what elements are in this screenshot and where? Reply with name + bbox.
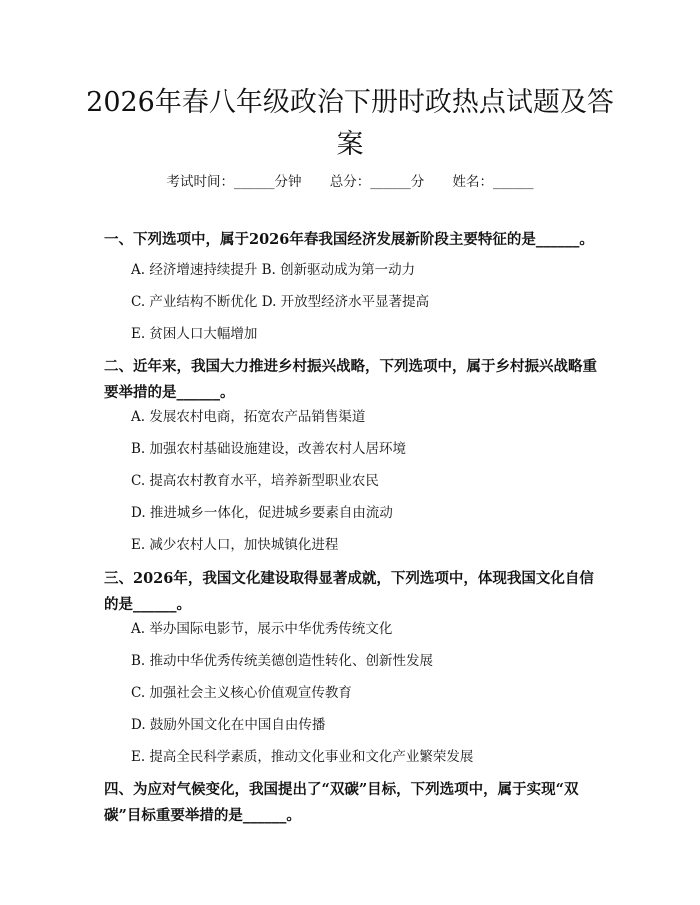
question-2: 二、近年来，我国大力推进乡村振兴战略，下列选项中，属于乡村振兴战略重要举措的是______。 [104, 358, 597, 401]
question-3-option-a: A. 举办国际电影节，展示中华优秀传统文化 [131, 621, 393, 637]
question-2-option-e: E. 减少农村人口，加快城镇化进程 [131, 537, 339, 553]
exam-time-field: 考试时间：______分钟 [166, 174, 302, 190]
question-3-option-c: C. 加强社会主义核心价值观宣传教育 [131, 685, 352, 701]
question-3: 三、2026年，我国文化建设取得显著成就，下列选项中，体现我国文化自信的是______。 [104, 570, 594, 613]
page-title: 2026年春八年级政治下册时政热点试题及答案 [86, 87, 614, 160]
total-score-field: 总分：______分 [329, 174, 425, 190]
question-1-option-ab: A. 经济增速持续提升 B. 创新驱动成为第一动力 [131, 262, 416, 278]
question-3-option-e: E. 提高全民科学素质，推动文化事业和文化产业繁荣发展 [131, 749, 474, 765]
question-2-option-b: B. 加强农村基础设施建设，改善农村人居环境 [131, 441, 407, 457]
student-name-field: 姓名：______ [452, 174, 534, 190]
question-1: 一、下列选项中，属于2026年春我国经济发展新阶段主要特征的是______。 [104, 231, 594, 248]
question-1-option-e: E. 贫困人口大幅增加 [131, 326, 258, 342]
question-2-option-a: A. 发展农村电商，拓宽农产品销售渠道 [131, 409, 366, 425]
exam-meta [0, 170, 700, 190]
question-2-option-c: C. 提高农村教育水平，培养新型职业农民 [131, 473, 379, 489]
question-3-option-b: B. 推动中华优秀传统美德创造性转化、创新性发展 [131, 653, 434, 669]
question-4: 四、为应对气候变化，我国提出了“双碳”目标，下列选项中，属于实现“双碳”目标重要举措的是______。 [104, 781, 579, 824]
question-1-option-cd: C. 产业结构不断优化 D. 开放型经济水平显著提高 [131, 294, 430, 310]
question-3-option-d: D. 鼓励外国文化在中国自由传播 [131, 717, 326, 733]
question-2-option-d: D. 推进城乡一体化，促进城乡要素自由流动 [131, 505, 393, 521]
